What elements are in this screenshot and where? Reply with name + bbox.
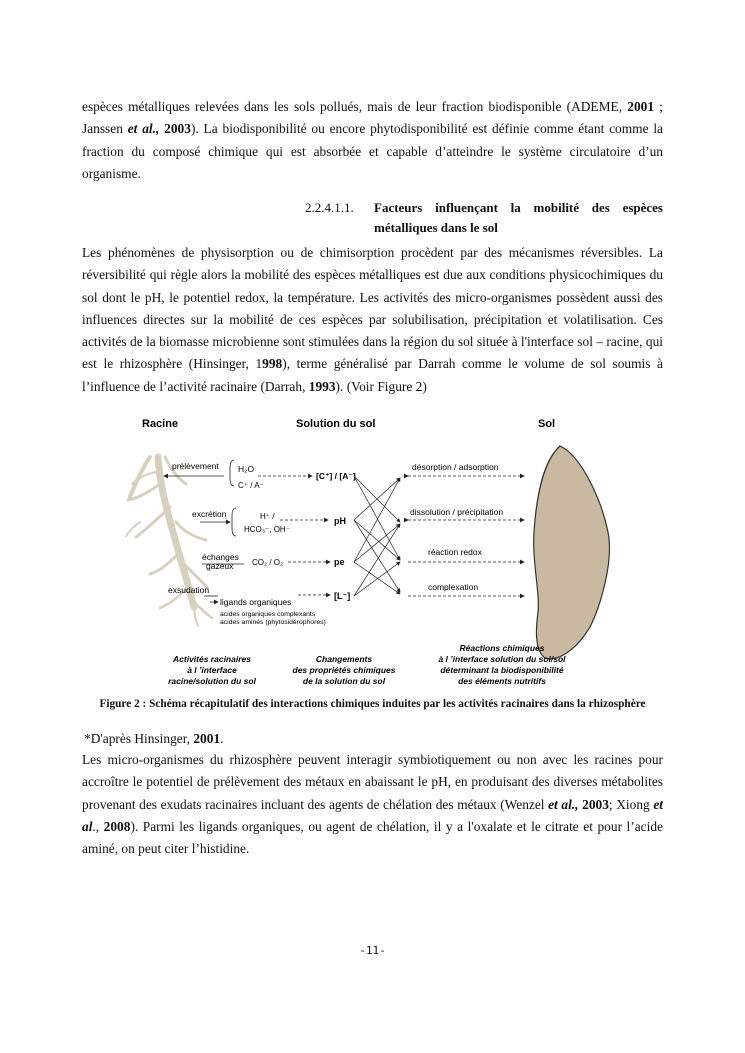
label-excretion: excrétion [192,509,227,519]
label-h2o: H₂O [238,464,255,474]
label-conc: [C⁺] / [A⁻] [316,471,356,481]
text-run: ), terme généralisé par Darrah comme le volume de sol soumis à l’influence de l’activité racinaire (Darrah, [82,356,664,394]
text-run: et al., [127,121,160,137]
text-run: ). (Voir Figure 2) [335,378,427,394]
text-run: 1993 [308,378,336,394]
foot-left-1: Activités racinaires [173,654,251,664]
section-title: Facteurs influençant la mobilité des espèces métalliques dans le sol [374,200,663,235]
label-desorption: désorption / adsorption [412,462,499,472]
text-run: ., [92,818,104,834]
label-pe: pe [334,557,345,567]
foot-left-2: à l ’interface [187,665,237,675]
text-run: 2008 [103,818,131,834]
label-acides-2: acides aminés (phytosidérophores) [220,619,326,626]
figure-source [84,729,224,749]
paragraph-3 [82,749,663,860]
text-run: 998 [262,356,283,372]
label-h-plus: H⁺ / [260,512,275,521]
page-number: -11- [359,944,386,957]
source-suffix: . [220,731,224,746]
label-exsudation: exsudation [168,585,210,595]
source-year: 2001 [193,731,221,746]
text-run: et al [82,796,663,834]
label-ph: pH [334,516,346,526]
source-prefix: *D'après Hinsinger, [84,731,194,746]
soil-particle [534,446,610,659]
foot-mid-2: des propriétés chimiques [292,665,396,675]
header-sol: Sol [538,418,556,430]
text-run: Les phénomènes de physisorption ou de chimisorption procèdent par des mécanismes réversibles. La réversibilité qui règle alors la mobilité des espèces métalliques est due aux conditions physicochimiques du sol dont le pH, le potentiel redox, la température. Les activités des micro-organismes possèdent aussi des influences directes sur la mobilité de ces espèces par solubilisation, précipitation et volatilisation. Ces activités de la biomasse microbienne sont stimulées dans la région du sol située à l'interface sol – racine, qui est le rhizosphère (Hinsinger, 1 [82,245,663,372]
foot-right-4: des éléments nutritifs [458,676,546,686]
rhizosphere-figure [120,412,620,694]
figure-caption: Figure 2 : Schéma récapitulatif des interactions chimiques induites par les activités racinaires dans la rhizosphère [99,698,646,710]
foot-left-3: racine/solution du sol [168,676,256,686]
label-co2-o2: CO₂ / O₂ [252,558,284,567]
label-dissolution: dissolution / précipitation [410,507,504,517]
text-run: Les micro-organismes du rhizosphère peuvent interagir symbiotiquement ou non avec les racines pour accroître le potentiel de prélèvement des métaux en abaissant le pH, en produisant des diverses métabolites provenant des exudats racinaires incluant des agents de chélation des métaux (Wenzel [82,752,663,812]
text-run: 2003 [582,796,609,812]
foot-right-2: à l ’interface solution du sol/sol [438,654,566,664]
text-run: ). Parmi les ligands organiques, ou agent de chélation, il y a l'oxalate et le citrate et pour l’acide aminé, on peut citer l’histidine. [82,818,663,857]
text-run: 2003 [164,121,191,137]
text-run: ; Janssen [82,99,663,137]
foot-right-1: Réactions chimiques [459,643,545,653]
label-gazeux: gazeux [206,561,234,571]
text-run: espèces métalliques relevées dans les sols pollués, mais de leur fraction biodisponible (ADEME, [82,99,628,114]
label-prelevement: prélèvement [172,461,219,471]
label-cation-anion: C⁺ / A⁻ [238,481,264,490]
paragraph-1 [82,96,663,185]
label-echanges: échanges [202,552,239,562]
root-drawing [126,457,212,626]
label-hco3-oh: HCO₃⁻, OH⁻ [244,525,290,534]
foot-mid-1: Changements [315,654,373,664]
text-run: 2001 [627,99,655,114]
text-run: et al., [548,796,579,812]
label-acides-1: acides organiques complexants [220,611,316,618]
label-redox: réaction redox [428,547,482,557]
foot-mid-3: de la solution du sol [302,676,386,686]
label-complexation: complexation [428,582,479,592]
foot-right-3: déterminant la biodisponibilité [440,665,564,675]
paragraph-2 [82,242,663,398]
header-solution: Solution du sol [296,418,376,430]
text-run: ; Xiong [608,796,654,812]
section-number: 2.2.4.1.1. [305,200,354,215]
header-racine: Racine [142,418,179,430]
label-l-conc: [L⁻] [334,591,351,601]
label-ligands: ligands organiques [220,597,292,607]
text-run: ). La biodisponibilité ou encore phytodisponibilité est définie comme étant comme la fraction du composé chimique qui est absorbée et capable d’atteindre le système circulatoire d’un organisme. [82,121,663,181]
